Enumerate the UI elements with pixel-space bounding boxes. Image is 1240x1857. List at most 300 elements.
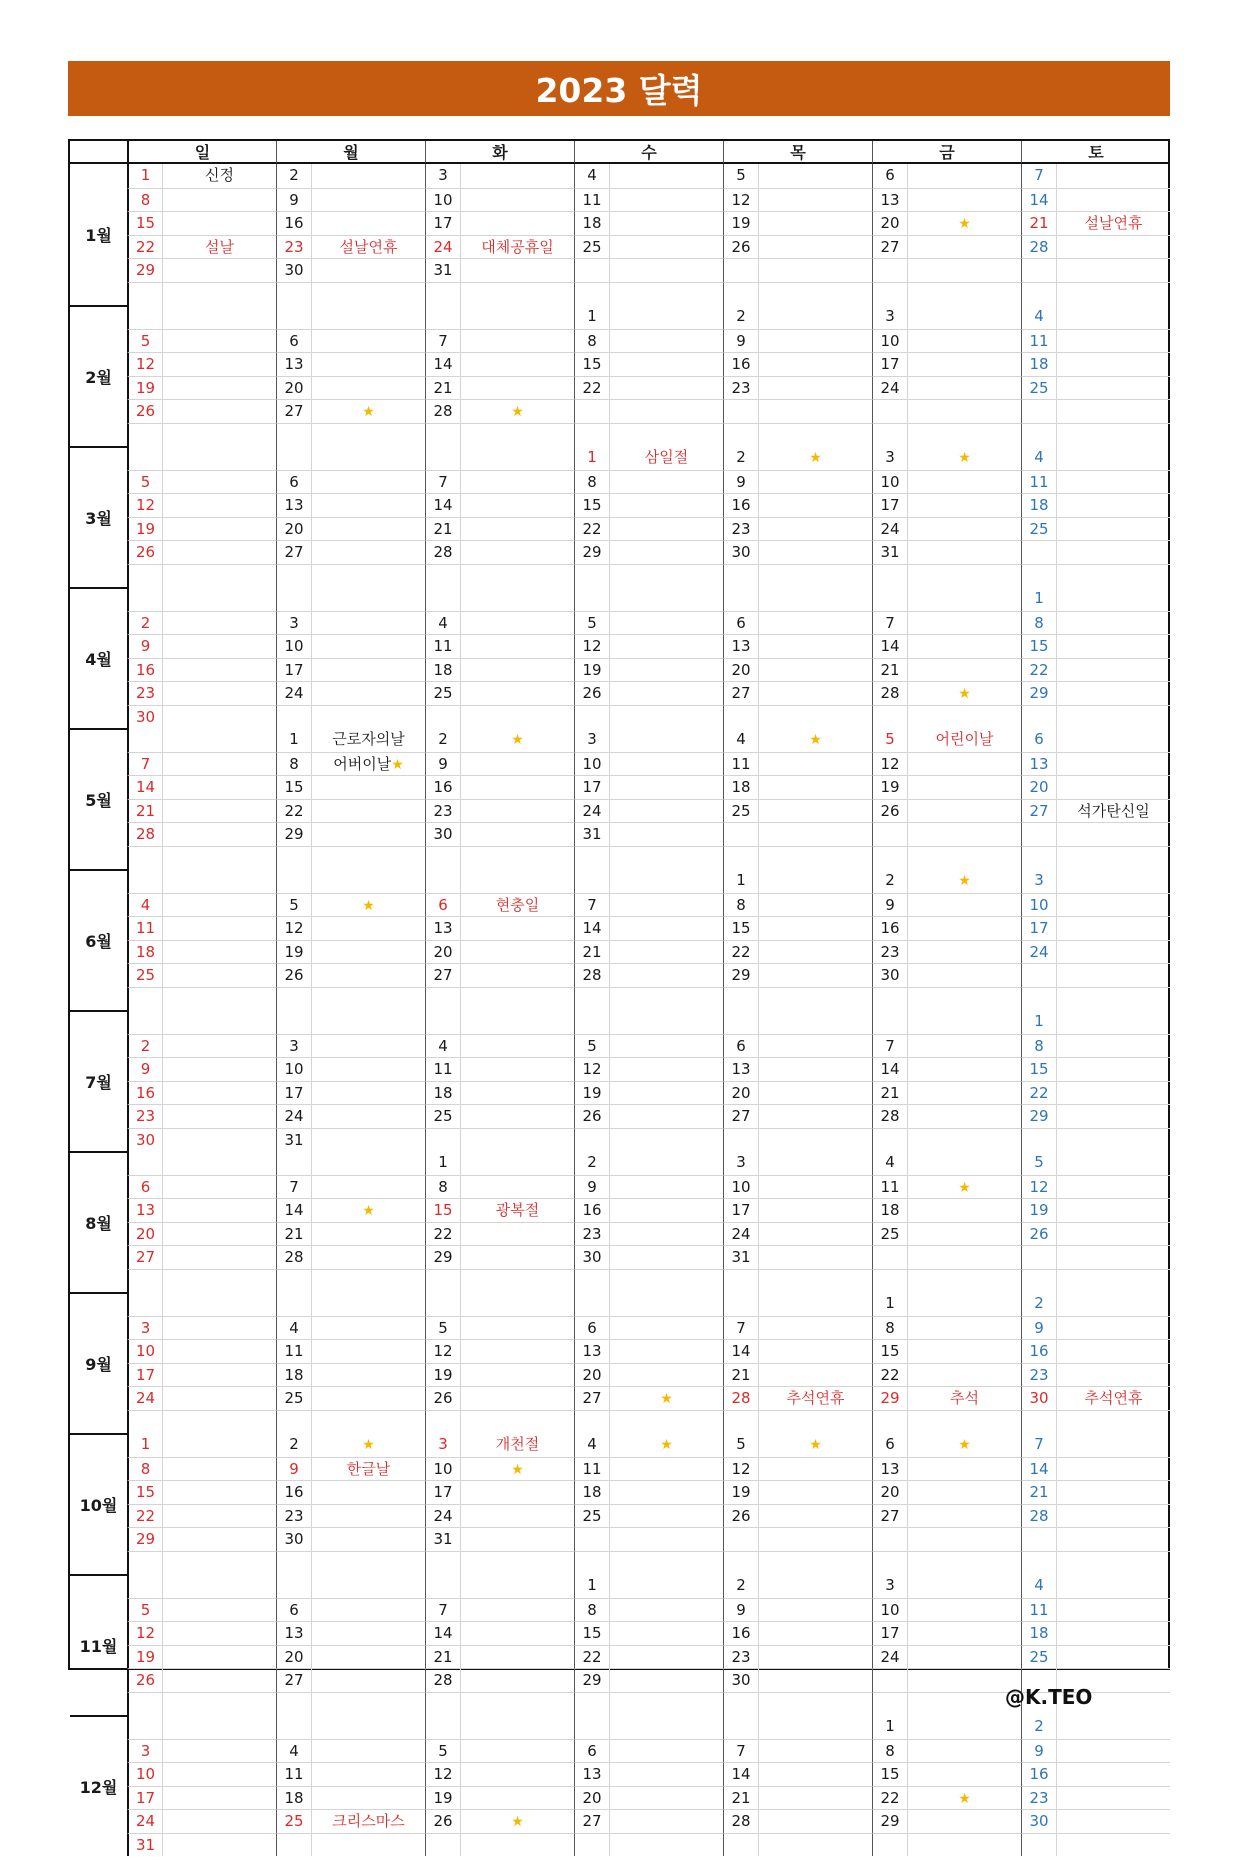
day-number: 8	[1021, 611, 1056, 635]
empty-cell	[723, 705, 758, 729]
empty-cell	[162, 1480, 276, 1504]
empty-cell	[311, 1151, 425, 1175]
empty-cell	[872, 987, 907, 1011]
day-number: 4	[425, 611, 460, 635]
empty-cell	[574, 1551, 609, 1575]
day-number: 7	[1021, 164, 1056, 188]
calendar-title: 2023 달력	[68, 61, 1170, 116]
day-number: 15	[1021, 634, 1056, 658]
empty-cell	[723, 1692, 758, 1716]
empty-cell	[907, 1480, 1021, 1504]
day-number: 9	[1021, 1739, 1056, 1763]
empty-cell	[1056, 1833, 1170, 1857]
day-number: 3	[723, 1151, 758, 1175]
empty-cell	[609, 1057, 723, 1081]
day-number: 5	[425, 1316, 460, 1340]
day-number: 14	[425, 1621, 460, 1645]
empty-cell	[1056, 1645, 1170, 1669]
day-number: 6	[425, 893, 460, 917]
month-label: 5월	[70, 728, 127, 869]
empty-cell	[1021, 564, 1056, 588]
day-number: 9	[127, 1057, 162, 1081]
empty-cell	[1056, 1222, 1170, 1246]
day-number: 20	[872, 1480, 907, 1504]
empty-cell	[460, 705, 574, 729]
empty-cell	[872, 399, 907, 423]
day-number: 8	[127, 1457, 162, 1481]
day-number: 27	[872, 235, 907, 259]
empty-cell	[758, 1081, 872, 1105]
empty-cell	[1021, 282, 1056, 306]
day-number: 9	[425, 752, 460, 776]
empty-cell	[907, 1151, 1021, 1175]
day-number: 2	[723, 1574, 758, 1598]
day-number: 17	[723, 1198, 758, 1222]
day-number: 8	[574, 470, 609, 494]
day-number: 23	[276, 235, 311, 259]
empty-cell	[460, 1104, 574, 1128]
empty-cell	[609, 728, 723, 752]
empty-cell	[162, 1128, 276, 1152]
star-icon: ★	[362, 1437, 375, 1453]
empty-cell	[1021, 963, 1056, 987]
holiday-note	[758, 1386, 872, 1410]
day-number: 16	[127, 1081, 162, 1105]
empty-cell	[311, 775, 425, 799]
weekday-header: 토	[1021, 141, 1170, 164]
day-number: 21	[872, 1081, 907, 1105]
empty-cell	[1056, 634, 1170, 658]
empty-cell	[311, 1363, 425, 1387]
empty-cell	[574, 1010, 609, 1034]
weekday-header: 금	[872, 141, 1021, 164]
holiday-note	[311, 752, 425, 776]
day-number: 10	[425, 1457, 460, 1481]
day-number: 24	[127, 1809, 162, 1833]
day-number: 2	[425, 728, 460, 752]
day-number: 4	[425, 1034, 460, 1058]
day-number: 22	[276, 799, 311, 823]
day-number: 5	[574, 1034, 609, 1058]
empty-cell	[1021, 822, 1056, 846]
day-number: 27	[276, 399, 311, 423]
empty-cell	[162, 728, 276, 752]
day-number: 3	[872, 446, 907, 470]
day-number: 21	[723, 1786, 758, 1810]
empty-cell	[1056, 1363, 1170, 1387]
day-number: 21	[425, 517, 460, 541]
empty-cell	[425, 1128, 460, 1152]
day-number: 15	[723, 916, 758, 940]
empty-cell	[127, 1715, 162, 1739]
empty-cell	[127, 282, 162, 306]
holiday-note	[460, 399, 574, 423]
empty-cell	[609, 1504, 723, 1528]
day-number: 24	[872, 1645, 907, 1669]
day-number: 19	[425, 1786, 460, 1810]
day-number: 3	[872, 305, 907, 329]
day-number: 30	[276, 258, 311, 282]
holiday-note	[907, 1786, 1021, 1810]
empty-cell	[609, 1809, 723, 1833]
empty-cell	[1056, 775, 1170, 799]
day-number: 14	[127, 775, 162, 799]
weekday-header: 화	[425, 141, 574, 164]
empty-cell	[276, 1574, 311, 1598]
empty-cell	[311, 188, 425, 212]
holiday-name: 추석연휴	[1084, 1389, 1143, 1407]
day-number: 21	[1021, 1480, 1056, 1504]
holiday-note	[460, 1433, 574, 1457]
empty-cell	[758, 658, 872, 682]
empty-cell	[460, 1645, 574, 1669]
empty-cell	[907, 1269, 1021, 1293]
empty-cell	[311, 1339, 425, 1363]
empty-cell	[758, 1480, 872, 1504]
empty-cell	[758, 822, 872, 846]
empty-cell	[460, 352, 574, 376]
day-number: 8	[127, 188, 162, 212]
empty-cell	[311, 587, 425, 611]
empty-cell	[574, 423, 609, 447]
empty-cell	[162, 893, 276, 917]
day-number: 1	[574, 305, 609, 329]
day-number: 26	[723, 1504, 758, 1528]
empty-cell	[1056, 1574, 1170, 1598]
day-number: 5	[127, 470, 162, 494]
day-number: 13	[872, 188, 907, 212]
empty-cell	[907, 658, 1021, 682]
day-number: 28	[872, 681, 907, 705]
day-number: 27	[723, 681, 758, 705]
empty-cell	[162, 1809, 276, 1833]
month-label: 6월	[70, 869, 127, 1010]
day-number: 3	[127, 1739, 162, 1763]
day-number: 24	[425, 235, 460, 259]
day-number: 5	[276, 893, 311, 917]
empty-cell	[311, 1386, 425, 1410]
day-number: 21	[723, 1363, 758, 1387]
empty-cell	[907, 1222, 1021, 1246]
day-number: 7	[425, 329, 460, 353]
empty-cell	[758, 1551, 872, 1575]
day-number: 6	[276, 470, 311, 494]
empty-cell	[758, 235, 872, 259]
empty-cell	[758, 1034, 872, 1058]
empty-cell	[1056, 681, 1170, 705]
day-number: 11	[127, 916, 162, 940]
empty-cell	[1056, 1504, 1170, 1528]
day-number: 24	[425, 1504, 460, 1528]
empty-cell	[907, 587, 1021, 611]
day-number: 18	[574, 1480, 609, 1504]
day-number: 5	[425, 1739, 460, 1763]
empty-cell	[162, 258, 276, 282]
empty-cell	[460, 1339, 574, 1363]
empty-cell	[1056, 188, 1170, 212]
day-number: 3	[425, 1433, 460, 1457]
empty-cell	[311, 258, 425, 282]
empty-cell	[276, 1292, 311, 1316]
empty-cell	[872, 846, 907, 870]
empty-cell	[609, 1339, 723, 1363]
empty-cell	[162, 1527, 276, 1551]
empty-cell	[162, 1222, 276, 1246]
empty-cell	[758, 1198, 872, 1222]
day-number: 14	[872, 1057, 907, 1081]
empty-cell	[311, 1762, 425, 1786]
empty-cell	[609, 587, 723, 611]
empty-cell	[609, 846, 723, 870]
empty-cell	[162, 658, 276, 682]
day-number: 22	[872, 1786, 907, 1810]
empty-cell	[907, 1809, 1021, 1833]
empty-cell	[723, 1010, 758, 1034]
empty-cell	[311, 564, 425, 588]
empty-cell	[723, 1269, 758, 1293]
day-number: 30	[723, 1668, 758, 1692]
empty-cell	[162, 1551, 276, 1575]
empty-cell	[162, 352, 276, 376]
empty-cell	[907, 188, 1021, 212]
day-number: 23	[1021, 1363, 1056, 1387]
day-number: 27	[276, 1668, 311, 1692]
empty-cell	[907, 634, 1021, 658]
empty-cell	[311, 1739, 425, 1763]
empty-cell	[758, 1175, 872, 1199]
empty-cell	[758, 1339, 872, 1363]
day-number: 18	[127, 940, 162, 964]
day-number: 23	[127, 1104, 162, 1128]
day-number: 26	[872, 799, 907, 823]
empty-cell	[1056, 352, 1170, 376]
empty-cell	[162, 799, 276, 823]
empty-cell	[758, 1410, 872, 1434]
day-number: 21	[1021, 211, 1056, 235]
day-number: 5	[723, 1433, 758, 1457]
empty-cell	[758, 1292, 872, 1316]
empty-cell	[609, 1316, 723, 1340]
day-number: 14	[1021, 1457, 1056, 1481]
empty-cell	[311, 846, 425, 870]
empty-cell	[425, 1574, 460, 1598]
empty-cell	[311, 329, 425, 353]
day-number: 2	[1021, 1292, 1056, 1316]
empty-cell	[1056, 1551, 1170, 1575]
empty-cell	[1056, 1128, 1170, 1152]
day-number: 15	[574, 493, 609, 517]
empty-cell	[460, 517, 574, 541]
day-number: 25	[574, 1504, 609, 1528]
day-number: 5	[574, 611, 609, 635]
day-number: 26	[1021, 1222, 1056, 1246]
holiday-note	[907, 1386, 1021, 1410]
empty-cell	[311, 940, 425, 964]
day-number: 29	[574, 1668, 609, 1692]
day-number: 14	[723, 1339, 758, 1363]
day-number: 9	[872, 893, 907, 917]
empty-cell	[425, 587, 460, 611]
day-number: 18	[425, 1081, 460, 1105]
empty-cell	[311, 1175, 425, 1199]
day-number: 6	[723, 611, 758, 635]
empty-cell	[162, 305, 276, 329]
empty-cell	[460, 916, 574, 940]
day-number: 7	[723, 1739, 758, 1763]
day-number: 8	[1021, 1034, 1056, 1058]
day-number: 30	[574, 1245, 609, 1269]
day-number: 31	[276, 1128, 311, 1152]
day-number: 20	[574, 1786, 609, 1810]
empty-cell	[609, 399, 723, 423]
day-number: 6	[276, 1598, 311, 1622]
day-number: 7	[1021, 1433, 1056, 1457]
empty-cell	[723, 1715, 758, 1739]
empty-cell	[574, 987, 609, 1011]
day-number: 8	[574, 329, 609, 353]
empty-cell	[758, 1715, 872, 1739]
day-number: 16	[1021, 1339, 1056, 1363]
day-number: 16	[574, 1198, 609, 1222]
empty-cell	[162, 987, 276, 1011]
day-number: 28	[872, 1104, 907, 1128]
day-number: 5	[127, 1598, 162, 1622]
day-number: 13	[276, 493, 311, 517]
empty-cell	[276, 587, 311, 611]
empty-cell	[907, 1245, 1021, 1269]
empty-cell	[460, 1316, 574, 1340]
empty-cell	[460, 1598, 574, 1622]
empty-cell	[609, 164, 723, 188]
empty-cell	[758, 164, 872, 188]
day-number: 28	[723, 1809, 758, 1833]
day-number: 3	[574, 728, 609, 752]
empty-cell	[1056, 1739, 1170, 1763]
empty-cell	[723, 1551, 758, 1575]
day-number: 5	[1021, 1151, 1056, 1175]
day-number: 25	[425, 681, 460, 705]
empty-cell	[907, 1715, 1021, 1739]
empty-cell	[460, 1292, 574, 1316]
empty-cell	[276, 1692, 311, 1716]
empty-cell	[425, 1410, 460, 1434]
day-number: 26	[127, 1668, 162, 1692]
empty-cell	[460, 258, 574, 282]
holiday-note	[311, 1457, 425, 1481]
empty-cell	[574, 869, 609, 893]
empty-cell	[460, 540, 574, 564]
empty-cell	[460, 1410, 574, 1434]
day-number: 9	[127, 634, 162, 658]
empty-cell	[723, 1527, 758, 1551]
day-number: 9	[723, 470, 758, 494]
day-number: 19	[872, 775, 907, 799]
empty-cell	[460, 423, 574, 447]
empty-cell	[1056, 940, 1170, 964]
day-number: 24	[574, 799, 609, 823]
day-number: 10	[723, 1175, 758, 1199]
empty-cell	[609, 1739, 723, 1763]
empty-cell	[872, 282, 907, 306]
empty-cell	[1056, 1034, 1170, 1058]
empty-cell	[758, 1574, 872, 1598]
empty-cell	[574, 1128, 609, 1152]
day-number: 21	[127, 799, 162, 823]
day-number: 20	[127, 1222, 162, 1246]
empty-cell	[162, 940, 276, 964]
empty-cell	[907, 1527, 1021, 1551]
author-credit: @K.TEO	[1005, 1685, 1093, 1709]
day-number: 17	[872, 1621, 907, 1645]
day-number: 19	[723, 211, 758, 235]
star-icon: ★	[362, 1203, 375, 1219]
empty-cell	[723, 846, 758, 870]
empty-cell	[609, 987, 723, 1011]
day-number: 22	[574, 1645, 609, 1669]
day-number: 15	[574, 352, 609, 376]
empty-cell	[1021, 1551, 1056, 1575]
day-number: 23	[425, 799, 460, 823]
empty-cell	[1056, 446, 1170, 470]
day-number: 18	[276, 1786, 311, 1810]
empty-cell	[1056, 423, 1170, 447]
empty-cell	[609, 658, 723, 682]
holiday-name: 설날	[205, 237, 234, 256]
day-number: 27	[1021, 799, 1056, 823]
empty-cell	[723, 1292, 758, 1316]
day-number: 28	[425, 540, 460, 564]
empty-cell	[609, 1692, 723, 1716]
empty-cell	[574, 1269, 609, 1293]
empty-cell	[758, 846, 872, 870]
day-number: 18	[872, 1198, 907, 1222]
empty-cell	[758, 258, 872, 282]
day-number: 6	[127, 1175, 162, 1199]
day-number: 3	[425, 164, 460, 188]
day-number: 27	[425, 963, 460, 987]
empty-cell	[907, 1551, 1021, 1575]
empty-cell	[311, 1104, 425, 1128]
day-number: 28	[574, 963, 609, 987]
empty-cell	[1056, 987, 1170, 1011]
empty-cell	[758, 329, 872, 353]
day-number: 23	[872, 940, 907, 964]
empty-cell	[425, 1551, 460, 1575]
day-number: 30	[1021, 1386, 1056, 1410]
empty-cell	[758, 1457, 872, 1481]
empty-cell	[574, 399, 609, 423]
empty-cell	[162, 493, 276, 517]
day-number: 4	[872, 1151, 907, 1175]
empty-cell	[460, 1762, 574, 1786]
empty-cell	[872, 1833, 907, 1857]
empty-cell	[460, 634, 574, 658]
month-label: 2월	[70, 305, 127, 446]
empty-cell	[1056, 1104, 1170, 1128]
day-number: 29	[723, 963, 758, 987]
empty-cell	[758, 611, 872, 635]
empty-cell	[574, 564, 609, 588]
holiday-note	[311, 893, 425, 917]
empty-cell	[907, 1339, 1021, 1363]
day-number: 9	[1021, 1316, 1056, 1340]
day-number: 17	[127, 1786, 162, 1810]
star-icon: ★	[958, 450, 971, 466]
empty-cell	[425, 305, 460, 329]
day-number: 20	[723, 658, 758, 682]
empty-cell	[907, 963, 1021, 987]
empty-cell	[460, 188, 574, 212]
